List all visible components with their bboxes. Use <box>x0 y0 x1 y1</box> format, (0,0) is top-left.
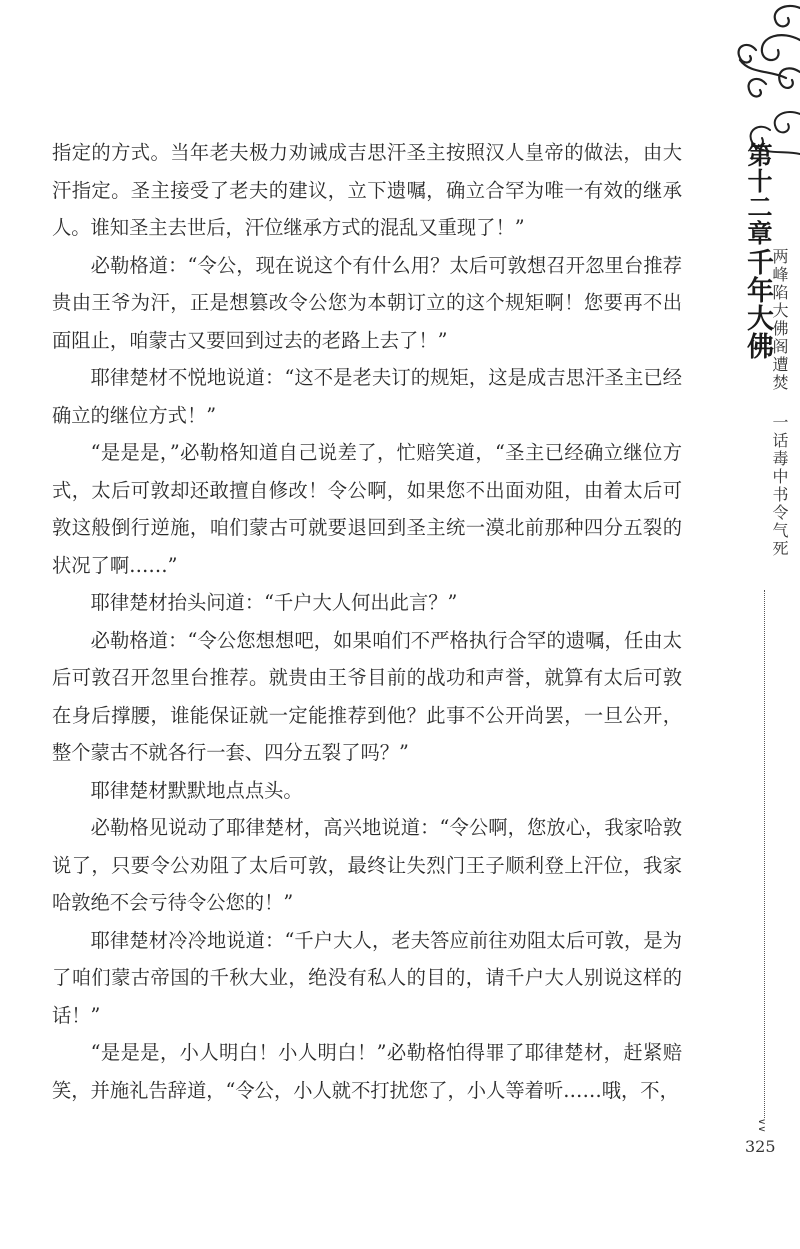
paragraph: “是是是，小人明白！小人明白！”必勒格怕得罪了耶律楚材，赶紧赔笑，并施礼告辞道，“令公，小人就不打扰您了，小人等着听……哦，不， <box>52 1041 682 1102</box>
chapter-subtitle-line-1: 两峰陷大佛阁遭焚 <box>770 248 789 392</box>
body-text <box>52 134 682 1109</box>
paragraph: 耶律楚材默默地点点头。 <box>90 778 303 802</box>
chapter-subtitle-line-2: 一话毒中书令气死 <box>770 414 789 558</box>
chevron-down-icon: ∨∨ <box>756 1118 767 1133</box>
paragraph: 耶律楚材冷冷地说道：“千户大人，老夫答应前往劝阻太后可敦，是为了咱们蒙古帝国的千秋大业，绝没有私人的目的，请千户大人别说这样的话！” <box>52 928 682 1027</box>
paragraph: 耶律楚材抬头问道：“千户大人何出此言？” <box>90 591 458 614</box>
page-number: 325 <box>745 1137 776 1156</box>
sidebar-dotted-divider <box>764 590 765 1118</box>
chapter-title: 千年大佛 <box>742 248 773 360</box>
paragraph: 必勒格道：“令公，现在说这个有什么用？太后可敦想召开忽里台推荐贵由王爷为汗，正是想篡改令公您为本朝订立的这个规矩啊！您要再不出面阻止，咱蒙古又要回到过去的老路上去了！” <box>52 253 682 352</box>
paragraph: 必勒格见说动了耶律楚材，高兴地说道：“令公啊，您放心，我家哈敦说了，只要令公劝阻了太后可敦，最终让失烈门王子顺利登上汗位，我家哈敦绝不会亏待令公您的！” <box>52 816 682 914</box>
paragraph: “是是是，”必勒格知道自己说差了，忙赔笑道，“圣主已经确立继位方式，太后可敦却还敢擅自修改！令公啊，如果您不出面劝阻，由着太后可敦这般倒行逆施，咱们蒙古可就要退回到圣主统一漠北前那种四分五裂的状况了啊……” <box>52 441 682 577</box>
paragraph: 必勒格道：“令公您想想吧，如果咱们不严格执行合罕的遗嘱，任由太后可敦召开忽里台推荐。就贵由王爷目前的战功和声誉，就算有太后可敦在身后撑腰，谁能保证就一定能推荐到他？此事不公开尚罢，一旦公开，整个蒙古不就各行一套、四分五裂了吗？” <box>52 628 682 764</box>
chapter-number: 第十二章 <box>744 142 773 246</box>
cloud-ornament <box>690 0 800 120</box>
paragraph: 耶律楚材不悦地说道：“这不是老夫订的规矩，这是成吉思汗圣主已经确立的继位方式！” <box>52 366 682 427</box>
paragraph: 指定的方式。当年老夫极力劝诫成吉思汗圣主按照汉人皇帝的做法，由大汗指定。圣主接受了老夫的建议，立下遗嘱，确立合罕为唯一有效的继承人。谁知圣主去世后，汗位继承方式的混乱又重现了！” <box>52 141 682 239</box>
